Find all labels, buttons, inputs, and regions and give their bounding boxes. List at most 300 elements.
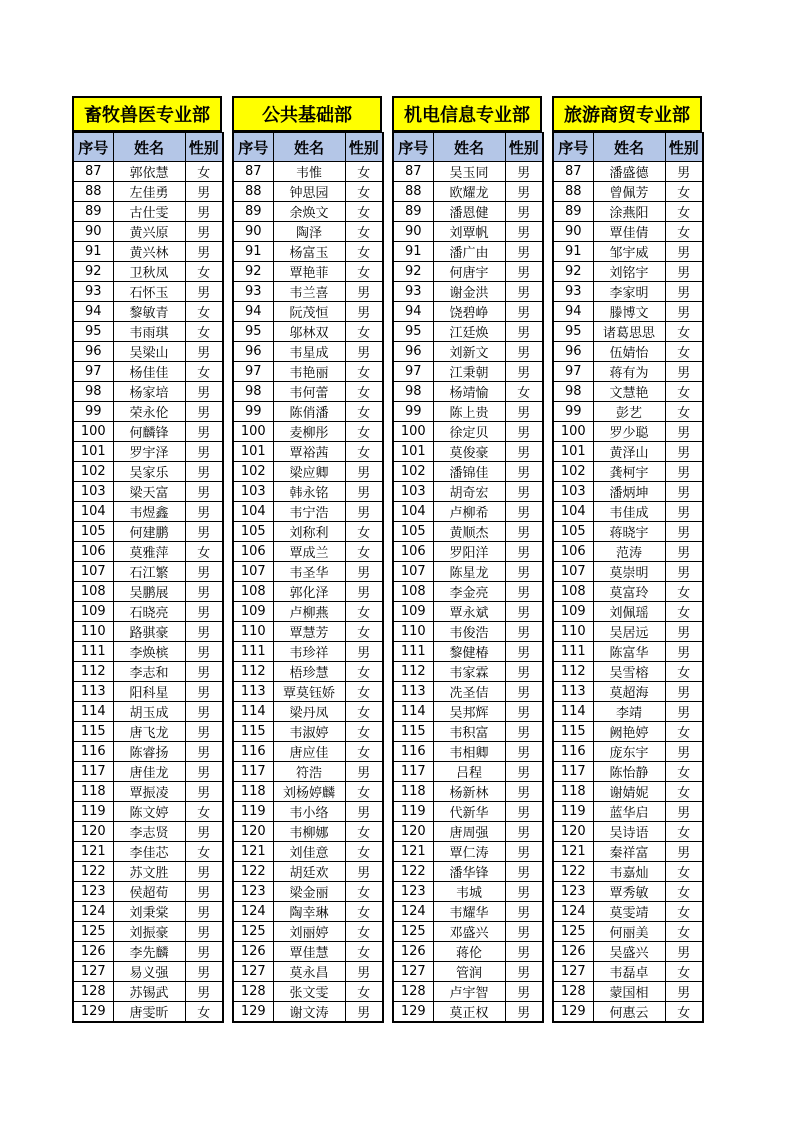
gender-cell: 男 xyxy=(505,362,543,382)
seq-cell: 120 xyxy=(553,822,593,842)
name-cell: 吕程 xyxy=(433,762,505,782)
gender-cell: 女 xyxy=(345,222,383,242)
seq-cell: 125 xyxy=(393,922,433,942)
seq-cell: 123 xyxy=(553,882,593,902)
table-row xyxy=(553,182,703,202)
name-cell: 韦小络 xyxy=(273,802,345,822)
seq-cell: 91 xyxy=(233,242,273,262)
gender-cell: 男 xyxy=(185,822,223,842)
seq-cell: 129 xyxy=(73,1002,113,1023)
gender-cell: 男 xyxy=(665,162,703,182)
name-cell: 吴邦辉 xyxy=(433,702,505,722)
name-cell: 韦艳丽 xyxy=(273,362,345,382)
name-cell: 石怀玉 xyxy=(113,282,185,302)
table-row xyxy=(73,502,223,522)
seq-cell: 96 xyxy=(393,342,433,362)
gender-cell: 女 xyxy=(345,842,383,862)
seq-cell: 95 xyxy=(233,322,273,342)
table-row xyxy=(393,762,543,782)
name-cell: 刘佳意 xyxy=(273,842,345,862)
seq-cell: 109 xyxy=(393,602,433,622)
seq-cell: 113 xyxy=(393,682,433,702)
name-cell: 韦城 xyxy=(433,882,505,902)
seq-cell: 97 xyxy=(553,362,593,382)
name-cell: 何丽美 xyxy=(593,922,665,942)
gender-cell: 男 xyxy=(505,282,543,302)
table-row xyxy=(233,822,383,842)
gender-cell: 女 xyxy=(665,582,703,602)
seq-cell: 114 xyxy=(73,702,113,722)
name-cell: 李志贤 xyxy=(113,822,185,842)
name-cell: 陈睿扬 xyxy=(113,742,185,762)
table-row xyxy=(553,562,703,582)
name-cell: 吴鹏展 xyxy=(113,582,185,602)
name-cell: 卢柳燕 xyxy=(273,602,345,622)
gender-cell: 男 xyxy=(185,922,223,942)
seq-cell: 119 xyxy=(233,802,273,822)
table-row xyxy=(553,542,703,562)
seq-header: 序号 xyxy=(233,133,273,162)
name-cell: 谢婧妮 xyxy=(593,782,665,802)
seq-cell: 88 xyxy=(553,182,593,202)
seq-cell: 98 xyxy=(233,382,273,402)
name-cell: 蒋晓宇 xyxy=(593,522,665,542)
name-cell: 诸葛思思 xyxy=(593,322,665,342)
department-title: 畜牧兽医专业部 xyxy=(72,96,222,132)
gender-cell: 男 xyxy=(505,402,543,422)
table-row xyxy=(73,662,223,682)
name-cell: 李靖 xyxy=(593,702,665,722)
table-row xyxy=(73,422,223,442)
table-row xyxy=(553,922,703,942)
name-cell: 刘秉棠 xyxy=(113,902,185,922)
name-cell: 韦嘉灿 xyxy=(593,862,665,882)
name-cell: 唐雯昕 xyxy=(113,1002,185,1023)
table-row xyxy=(393,562,543,582)
seq-cell: 111 xyxy=(233,642,273,662)
seq-cell: 88 xyxy=(233,182,273,202)
table-row xyxy=(233,762,383,782)
gender-cell: 男 xyxy=(345,562,383,582)
name-cell: 黄兴林 xyxy=(113,242,185,262)
gender-cell: 女 xyxy=(185,362,223,382)
header-row xyxy=(393,133,543,162)
name-cell: 韦星成 xyxy=(273,342,345,362)
table-row xyxy=(73,362,223,382)
table-row xyxy=(553,162,703,182)
table-row xyxy=(393,242,543,262)
seq-cell: 110 xyxy=(233,622,273,642)
seq-cell: 129 xyxy=(233,1002,273,1023)
seq-cell: 117 xyxy=(393,762,433,782)
table-row xyxy=(233,602,383,622)
gender-cell: 男 xyxy=(665,702,703,722)
gender-cell: 女 xyxy=(345,422,383,442)
name-cell: 莫雅萍 xyxy=(113,542,185,562)
seq-cell: 125 xyxy=(553,922,593,942)
table-row xyxy=(393,982,543,1002)
seq-cell: 93 xyxy=(393,282,433,302)
seq-cell: 119 xyxy=(73,802,113,822)
seq-cell: 88 xyxy=(393,182,433,202)
name-cell: 钟思园 xyxy=(273,182,345,202)
seq-cell: 94 xyxy=(393,302,433,322)
name-cell: 江廷焕 xyxy=(433,322,505,342)
name-cell: 韦淑婷 xyxy=(273,722,345,742)
gender-cell: 女 xyxy=(665,342,703,362)
seq-cell: 124 xyxy=(233,902,273,922)
table-row xyxy=(233,622,383,642)
gender-cell: 男 xyxy=(665,282,703,302)
table-row xyxy=(233,522,383,542)
gender-cell: 男 xyxy=(505,242,543,262)
seq-cell: 111 xyxy=(393,642,433,662)
table-row xyxy=(553,602,703,622)
name-cell: 覃成兰 xyxy=(273,542,345,562)
seq-cell: 87 xyxy=(73,162,113,182)
gender-cell: 男 xyxy=(185,702,223,722)
table-row xyxy=(73,782,223,802)
gender-cell: 男 xyxy=(665,362,703,382)
name-cell: 潘广由 xyxy=(433,242,505,262)
name-cell: 吴居远 xyxy=(593,622,665,642)
seq-cell: 110 xyxy=(393,622,433,642)
seq-cell: 106 xyxy=(233,542,273,562)
name-cell: 胡廷欢 xyxy=(273,862,345,882)
seq-cell: 108 xyxy=(233,582,273,602)
table-row xyxy=(73,482,223,502)
gender-cell: 男 xyxy=(345,282,383,302)
seq-cell: 113 xyxy=(233,682,273,702)
table-row xyxy=(233,862,383,882)
table-row xyxy=(233,882,383,902)
gender-cell: 女 xyxy=(345,882,383,902)
gender-cell: 女 xyxy=(185,322,223,342)
gender-cell: 男 xyxy=(665,562,703,582)
seq-cell: 123 xyxy=(393,882,433,902)
name-cell: 何建鹏 xyxy=(113,522,185,542)
name-cell: 侯超荀 xyxy=(113,882,185,902)
gender-cell: 男 xyxy=(505,542,543,562)
table-row xyxy=(73,462,223,482)
seq-cell: 102 xyxy=(393,462,433,482)
table-row xyxy=(393,162,543,182)
table-row xyxy=(393,642,543,662)
gender-cell: 男 xyxy=(345,962,383,982)
gender-cell: 男 xyxy=(505,662,543,682)
seq-cell: 97 xyxy=(73,362,113,382)
name-cell: 石江繁 xyxy=(113,562,185,582)
seq-cell: 115 xyxy=(73,722,113,742)
name-cell: 罗少聪 xyxy=(593,422,665,442)
gender-cell: 男 xyxy=(505,782,543,802)
seq-cell: 92 xyxy=(553,262,593,282)
seq-cell: 111 xyxy=(553,642,593,662)
gender-cell: 女 xyxy=(345,182,383,202)
name-cell: 刘丽婷 xyxy=(273,922,345,942)
table-row xyxy=(553,882,703,902)
seq-cell: 120 xyxy=(73,822,113,842)
seq-cell: 105 xyxy=(233,522,273,542)
gender-cell: 女 xyxy=(185,842,223,862)
name-cell: 陈文婷 xyxy=(113,802,185,822)
table-row xyxy=(393,1002,543,1023)
table-row xyxy=(73,622,223,642)
seq-cell: 116 xyxy=(553,742,593,762)
name-cell: 梁金丽 xyxy=(273,882,345,902)
header-row xyxy=(553,133,703,162)
seq-cell: 104 xyxy=(73,502,113,522)
name-cell: 莫俊豪 xyxy=(433,442,505,462)
gender-cell: 男 xyxy=(505,202,543,222)
gender-cell: 男 xyxy=(505,302,543,322)
table-row xyxy=(233,382,383,402)
department-table-animal-husbandry xyxy=(72,96,222,1023)
seq-cell: 128 xyxy=(73,982,113,1002)
name-cell: 杨家培 xyxy=(113,382,185,402)
gender-cell: 男 xyxy=(665,522,703,542)
gender-cell: 男 xyxy=(665,302,703,322)
gender-cell: 女 xyxy=(345,402,383,422)
name-cell: 江秉朝 xyxy=(433,362,505,382)
table-row xyxy=(393,842,543,862)
name-cell: 韦雨琪 xyxy=(113,322,185,342)
seq-cell: 112 xyxy=(553,662,593,682)
gender-cell: 男 xyxy=(505,622,543,642)
seq-cell: 123 xyxy=(233,882,273,902)
seq-cell: 101 xyxy=(393,442,433,462)
table-row xyxy=(73,262,223,282)
name-cell: 杨富玉 xyxy=(273,242,345,262)
table-row xyxy=(233,782,383,802)
gender-cell: 男 xyxy=(505,902,543,922)
table-row xyxy=(553,522,703,542)
seq-cell: 117 xyxy=(233,762,273,782)
gender-cell: 男 xyxy=(505,222,543,242)
gender-cell: 女 xyxy=(185,542,223,562)
seq-cell: 129 xyxy=(553,1002,593,1023)
name-cell: 麦柳彤 xyxy=(273,422,345,442)
name-cell: 蒙国相 xyxy=(593,982,665,1002)
gender-cell: 女 xyxy=(345,602,383,622)
table-row xyxy=(73,542,223,562)
seq-cell: 100 xyxy=(73,422,113,442)
name-cell: 苏锡武 xyxy=(113,982,185,1002)
table-row xyxy=(233,282,383,302)
gender-cell: 男 xyxy=(505,822,543,842)
name-cell: 龚柯宇 xyxy=(593,462,665,482)
seq-cell: 95 xyxy=(73,322,113,342)
department-title: 机电信息专业部 xyxy=(392,96,542,132)
seq-cell: 108 xyxy=(73,582,113,602)
name-cell: 吴诗语 xyxy=(593,822,665,842)
table-row xyxy=(233,402,383,422)
department-title: 公共基础部 xyxy=(232,96,382,132)
gender-cell: 男 xyxy=(665,842,703,862)
gender-cell: 女 xyxy=(665,722,703,742)
gender-cell: 男 xyxy=(185,502,223,522)
seq-cell: 89 xyxy=(553,202,593,222)
seq-cell: 101 xyxy=(73,442,113,462)
table-row xyxy=(233,582,383,602)
table-row xyxy=(553,402,703,422)
seq-cell: 96 xyxy=(233,342,273,362)
seq-cell: 101 xyxy=(233,442,273,462)
seq-cell: 106 xyxy=(73,542,113,562)
seq-cell: 94 xyxy=(553,302,593,322)
name-cell: 韩永铭 xyxy=(273,482,345,502)
seq-cell: 122 xyxy=(393,862,433,882)
name-cell: 陈怡静 xyxy=(593,762,665,782)
name-cell: 苏文胜 xyxy=(113,862,185,882)
name-cell: 李焕槟 xyxy=(113,642,185,662)
gender-cell: 男 xyxy=(185,422,223,442)
gender-cell: 男 xyxy=(505,322,543,342)
name-cell: 古仕雯 xyxy=(113,202,185,222)
name-cell: 李金亮 xyxy=(433,582,505,602)
seq-cell: 112 xyxy=(393,662,433,682)
seq-cell: 115 xyxy=(553,722,593,742)
gender-cell: 男 xyxy=(345,642,383,662)
table-row xyxy=(73,722,223,742)
seq-cell: 95 xyxy=(393,322,433,342)
table-row xyxy=(553,722,703,742)
roster-table xyxy=(392,132,544,1023)
seq-cell: 88 xyxy=(73,182,113,202)
name-cell: 张文雯 xyxy=(273,982,345,1002)
table-row xyxy=(393,922,543,942)
name-cell: 欧耀龙 xyxy=(433,182,505,202)
seq-cell: 129 xyxy=(393,1002,433,1023)
table-row xyxy=(393,622,543,642)
table-row xyxy=(233,222,383,242)
name-cell: 何惠云 xyxy=(593,1002,665,1023)
gender-cell: 女 xyxy=(665,222,703,242)
gender-cell: 男 xyxy=(505,522,543,542)
table-row xyxy=(553,262,703,282)
table-row xyxy=(553,462,703,482)
table-row xyxy=(233,902,383,922)
gender-cell: 女 xyxy=(345,822,383,842)
table-row xyxy=(233,242,383,262)
table-row xyxy=(233,682,383,702)
gender-cell: 男 xyxy=(665,462,703,482)
seq-cell: 90 xyxy=(553,222,593,242)
seq-cell: 99 xyxy=(233,402,273,422)
name-cell: 阙艳婷 xyxy=(593,722,665,742)
name-cell: 覃佳慧 xyxy=(273,942,345,962)
gender-cell: 女 xyxy=(345,522,383,542)
seq-cell: 103 xyxy=(393,482,433,502)
name-cell: 刘覃帆 xyxy=(433,222,505,242)
gender-cell: 男 xyxy=(505,882,543,902)
seq-cell: 115 xyxy=(393,722,433,742)
seq-cell: 121 xyxy=(393,842,433,862)
table-row xyxy=(553,742,703,762)
gender-cell: 女 xyxy=(665,962,703,982)
table-row xyxy=(73,1002,223,1023)
name-cell: 吴家乐 xyxy=(113,462,185,482)
seq-cell: 119 xyxy=(393,802,433,822)
name-cell: 刘称利 xyxy=(273,522,345,542)
seq-cell: 114 xyxy=(393,702,433,722)
gender-cell: 男 xyxy=(185,282,223,302)
name-cell: 卢柳希 xyxy=(433,502,505,522)
name-cell: 陈星龙 xyxy=(433,562,505,582)
name-cell: 韦宁浩 xyxy=(273,502,345,522)
seq-cell: 99 xyxy=(393,402,433,422)
name-cell: 黄兴原 xyxy=(113,222,185,242)
table-row xyxy=(73,302,223,322)
name-cell: 陈上贵 xyxy=(433,402,505,422)
name-header: 姓名 xyxy=(113,133,185,162)
table-row xyxy=(73,822,223,842)
name-cell: 韦佳成 xyxy=(593,502,665,522)
table-row xyxy=(553,502,703,522)
seq-cell: 113 xyxy=(73,682,113,702)
name-cell: 陶泽 xyxy=(273,222,345,242)
seq-cell: 122 xyxy=(73,862,113,882)
table-row xyxy=(393,702,543,722)
gender-cell: 男 xyxy=(185,522,223,542)
gender-cell: 女 xyxy=(345,242,383,262)
gender-cell: 男 xyxy=(665,642,703,662)
gender-header: 性别 xyxy=(665,133,703,162)
roster-table xyxy=(72,132,224,1023)
seq-cell: 91 xyxy=(393,242,433,262)
table-row xyxy=(233,462,383,482)
name-cell: 莫超海 xyxy=(593,682,665,702)
name-cell: 彭艺 xyxy=(593,402,665,422)
name-cell: 韦何蕾 xyxy=(273,382,345,402)
seq-cell: 116 xyxy=(73,742,113,762)
name-cell: 覃仁涛 xyxy=(433,842,505,862)
name-cell: 余焕文 xyxy=(273,202,345,222)
gender-cell: 女 xyxy=(345,622,383,642)
gender-cell: 男 xyxy=(185,742,223,762)
gender-cell: 女 xyxy=(665,1002,703,1023)
seq-cell: 121 xyxy=(73,842,113,862)
seq-cell: 107 xyxy=(233,562,273,582)
name-cell: 徐定贝 xyxy=(433,422,505,442)
gender-cell: 女 xyxy=(665,922,703,942)
seq-cell: 103 xyxy=(233,482,273,502)
table-row xyxy=(73,882,223,902)
gender-cell: 男 xyxy=(345,482,383,502)
gender-cell: 男 xyxy=(345,802,383,822)
name-cell: 黄顺杰 xyxy=(433,522,505,542)
gender-cell: 女 xyxy=(345,782,383,802)
gender-cell: 女 xyxy=(345,742,383,762)
name-cell: 范涛 xyxy=(593,542,665,562)
table-row xyxy=(393,322,543,342)
gender-cell: 男 xyxy=(505,562,543,582)
gender-header: 性别 xyxy=(185,133,223,162)
gender-cell: 男 xyxy=(505,262,543,282)
seq-cell: 126 xyxy=(233,942,273,962)
gender-cell: 男 xyxy=(185,602,223,622)
table-row xyxy=(393,262,543,282)
name-cell: 韦兰喜 xyxy=(273,282,345,302)
gender-cell: 女 xyxy=(665,762,703,782)
table-row xyxy=(553,842,703,862)
seq-cell: 87 xyxy=(233,162,273,182)
name-cell: 莫永昌 xyxy=(273,962,345,982)
name-cell: 何麟锋 xyxy=(113,422,185,442)
gender-cell: 男 xyxy=(345,582,383,602)
table-row xyxy=(393,402,543,422)
gender-cell: 女 xyxy=(345,262,383,282)
